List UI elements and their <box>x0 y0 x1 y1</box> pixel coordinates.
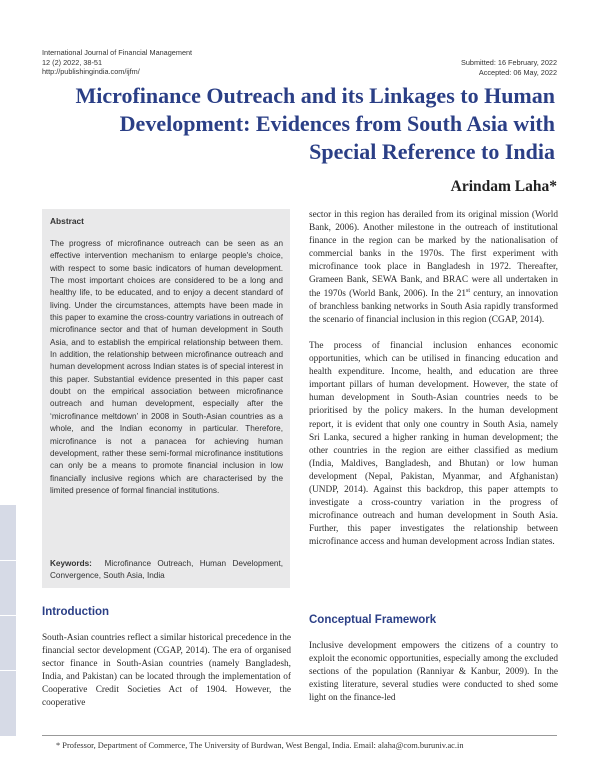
accepted-date: Accepted: 06 May, 2022 <box>478 67 557 77</box>
paper-title <box>40 82 555 166</box>
conceptual-para-1: Inclusive development empowers the citizens of a country to exploit the economic opportunities, especially among the excluded sections of the population (Ranniyar & Kanbur, 2009). In the existing literature, several studies were conducted to shed some light on the finance-led <box>309 641 558 704</box>
introduction-para-1: South-Asian countries reflect a similar historical precedence in the financial sector development (CGAP, 2014). The era of organised sector finance in South-Asian countries (namely Bangladesh, India, and Pakistan) can be located through the implementation of Cooperative Credit Societies Act of 1904. However, the cooperative <box>42 633 291 709</box>
side-stripe-divider <box>0 615 16 616</box>
para1-part-a: sector in this region has derailed from its original mission (World Bank, 2006). Another milestone in the outreach of institutional finance in the region can be marked by the nationalisation of commercial banks in the 1970s. The first experiment with microfinance took place in Bangladesh in 1972. Thereafter, Grameen Bank, SEWA Bank, and BRAC were all undertaken in the 1970s (World Bank, 2006). In the 21 <box>309 210 558 299</box>
title-line-2: Development: Evidences from South Asia with <box>119 111 555 136</box>
journal-url[interactable]: http://publishingindia.com/ijfm/ <box>42 67 140 76</box>
abstract-heading: Abstract <box>50 216 84 226</box>
footnote-rule <box>42 735 557 736</box>
submitted-date: Submitted: 16 February, 2022 <box>461 58 557 67</box>
conceptual-heading: Conceptual Framework <box>309 614 437 626</box>
para1-superscript: st <box>466 287 471 294</box>
author-name: Arindam Laha* <box>450 178 557 195</box>
journal-info <box>42 48 192 77</box>
title-line-3: Special Reference to India <box>309 139 555 164</box>
journal-name: International Journal of Financial Management <box>42 48 193 57</box>
submission-dates <box>461 58 557 77</box>
side-stripe-divider <box>0 560 16 561</box>
title-line-1: Microfinance Outreach and its Linkages to Human <box>75 83 555 108</box>
keywords-label: Keywords: <box>50 559 92 568</box>
right-column-para-1 <box>309 209 558 327</box>
introduction-heading: Introduction <box>42 606 110 618</box>
side-stripe <box>0 505 16 736</box>
side-stripe-divider <box>0 670 16 671</box>
footnote: * Professor, Department of Commerce, The University of Burdwan, West Bengal, India. Email: alaha@com.buruniv.ac.in <box>56 741 464 750</box>
keywords-list: Microfinance Outreach, Human Development, Convergence, South Asia, India <box>50 559 283 581</box>
right-column-para-2: The process of financial inclusion enhances economic opportunities, which can be utilised in financing education and health expenditure. Income, health, and education are three important pillars of human development. However, the state of human development in South-Asian countries needs to be prioritised by the policy makers. In the human development report, it is evident that only one country in South Asia, namely Sri Lanka, secured a higher ranking in human development; the other countries in the region are either classified as medium (India, Maldives, Bangladesh, and Bhutan) or low human development (Nepal, Pakistan, Myanmar, and Afghanistan) (UNDP, 2014). Against this backdrop, this paper attempts to investigate a cross-country variation in the progress of microfinance outreach and human development in South Asia. Further, this paper investigates the relationship between microfinance access and human development across Indian states. <box>309 341 558 548</box>
abstract-text: The progress of microfinance outreach can be seen as an effective intervention mechanism to enlarge people's choice, with respect to some basic indicators of human development. The most important choices are considered to be a long and healthy life, to be educated, and to enjoy a decent standard of living. Under the circumstances, attempts have been made in this paper to examine the cross-country variations in outreach of microfinance sector and that of human development in South Asia, and to establish the empirical relationship between them. In addition, the relationship between microfinance outreach and human development across Indian states is of special interest in this paper. Substantial evidence presented in this paper cast doubt on the empirical association between microfinance outreach and human development, especially after the ‘microfinance meltdown’ in 2008 in South-Asian countries as a whole, and the Indian economy in particular. Therefore, microfinance is not a panacea for achieving human development, rather these semi-formal microfinance institutions can only be a means to promote financial inclusion in low financially inclusive regions which are characterised by the limited presence of formal financial institutions. <box>50 239 283 495</box>
keywords <box>50 558 283 583</box>
journal-volume: 12 (2) 2022, 38-51 <box>42 57 103 67</box>
para1-part-b: century, an innovation of branchless banking networks in South Asia rapidly transformed the scenario of financial inclusion in this region (CGAP, 2014). <box>309 288 558 325</box>
